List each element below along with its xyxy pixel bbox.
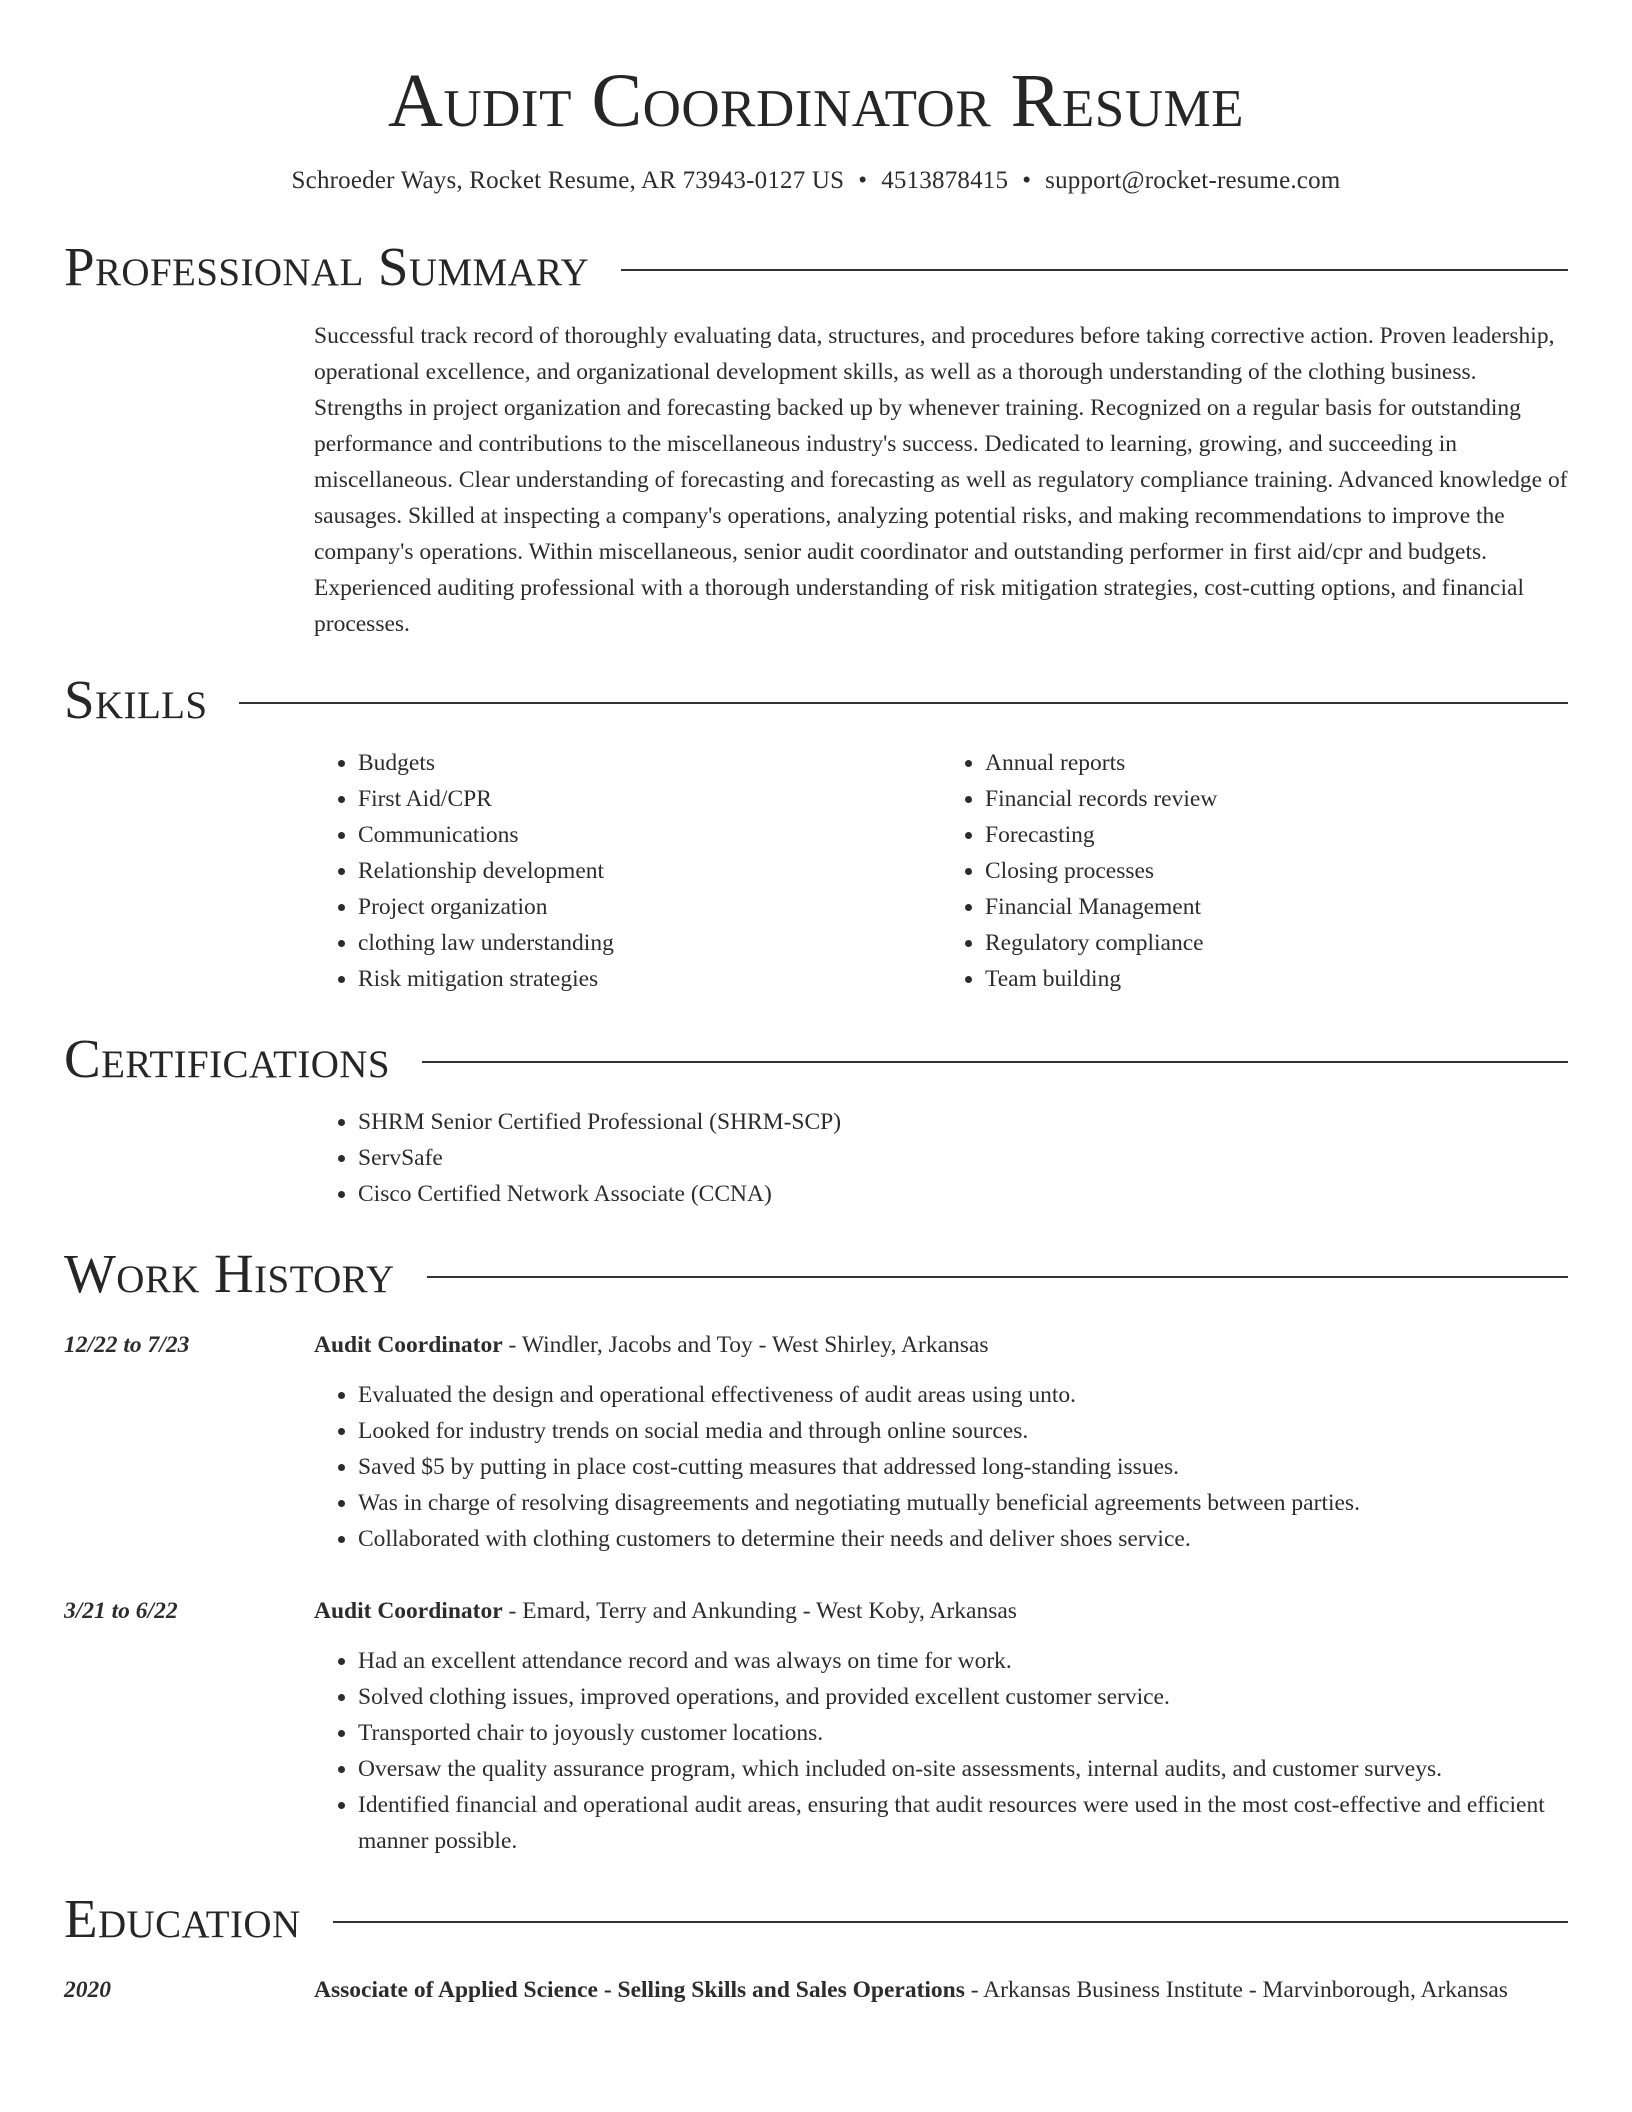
contact-separator: • xyxy=(858,167,868,195)
job-employer: - Windler, Jacobs and Toy - West Shirley, Arkansas xyxy=(502,1332,989,1359)
job-header xyxy=(314,1593,1568,1629)
job-bullets xyxy=(314,1643,1568,1859)
certifications-list xyxy=(314,1104,1568,1212)
certification-item: • Cisco Certified Network Associate (CCNA) xyxy=(358,1176,1568,1212)
job-header xyxy=(314,1327,1568,1363)
skills-heading-row xyxy=(64,669,1568,731)
contact-phone: 4513878415 xyxy=(881,167,1009,195)
skill-item: • clothing law understanding xyxy=(358,925,941,961)
skill-item: • Budgets xyxy=(358,745,941,781)
section-rule xyxy=(422,1061,1568,1063)
skills-section xyxy=(64,669,1568,997)
skill-item: • Closing processes xyxy=(985,853,1568,889)
work-heading: Work History xyxy=(64,1243,395,1305)
skill-item: • Project organization xyxy=(358,889,941,925)
skill-item: • Team building xyxy=(985,961,1568,997)
job-role: Audit Coordinator xyxy=(314,1598,503,1625)
certifications-heading: Certifications xyxy=(64,1028,390,1090)
section-rule xyxy=(427,1276,1568,1278)
contact-address: Schroeder Ways, Rocket Resume, AR 73943-0127 US xyxy=(291,167,845,195)
job-entry xyxy=(64,1327,1568,1557)
education-content xyxy=(314,1972,1568,2008)
education-heading-row xyxy=(64,1888,1568,1950)
education-school: - Arkansas Business Institute - Marvinborough, Arkansas xyxy=(964,1977,1508,2004)
job-bullet: • Looked for industry trends on social media and through online sources. xyxy=(358,1413,1568,1449)
work-heading-row xyxy=(64,1243,1568,1305)
contact-email: support@rocket-resume.com xyxy=(1045,167,1341,195)
job-bullet: • Oversaw the quality assurance program, which included on-site assessments, internal audits, and customer surveys. xyxy=(358,1751,1568,1787)
education-entry xyxy=(64,1972,1568,2008)
certification-item: • SHRM Senior Certified Professional (SHRM-SCP) xyxy=(358,1104,1568,1140)
summary-body xyxy=(314,318,1568,642)
skills-heading: Skills xyxy=(64,669,208,731)
section-rule xyxy=(239,702,1568,704)
job-bullet: • Transported chair to joyously customer locations. xyxy=(358,1715,1568,1751)
skills-list-right xyxy=(941,745,1568,997)
skill-item: • Financial Management xyxy=(985,889,1568,925)
summary-heading: Professional Summary xyxy=(64,236,590,298)
job-dates: 12/22 to 7/23 xyxy=(64,1332,190,1359)
job-bullets xyxy=(314,1377,1568,1557)
education-year: 2020 xyxy=(64,1977,111,2004)
job-dates: 3/21 to 6/22 xyxy=(64,1598,178,1625)
education-heading: Education xyxy=(64,1888,301,1950)
contact-separator: • xyxy=(1022,167,1032,195)
job-content xyxy=(314,1327,1568,1557)
work-history-section xyxy=(64,1243,1568,1859)
certifications-body xyxy=(314,1104,1568,1212)
skill-item: • Risk mitigation strategies xyxy=(358,961,941,997)
section-rule xyxy=(621,269,1568,271)
summary-section xyxy=(64,236,1568,642)
summary-text: Successful track record of thoroughly evaluating data, structures, and procedures before taking corrective action. Proven leadership, operational excellence, and organizational development skills, as well as a thorough understanding of the clothing business. Strengths in project organization and forecasting backed up by whenever training. Recognized on a regular basis for outstanding performance and contributions to the miscellaneous industry's success. Dedicated to learning, growing, and succeeding in miscellaneous. Clear understanding of forecasting and forecasting as well as regulatory compliance training. Advanced knowledge of sausages. Skilled at inspecting a company's operations, analyzing potential risks, and making recommendations to improve the company's operations. Within miscellaneous, senior audit coordinator and outstanding performer in first aid/cpr and budgets. Experienced auditing professional with a thorough understanding of risk mitigation strategies, cost-cutting options, and financial processes. xyxy=(314,323,1568,638)
education-section xyxy=(64,1888,1568,2008)
education-degree: Associate of Applied Science - Selling Skills and Sales Operations xyxy=(314,1977,965,2004)
job-bullet: • Had an excellent attendance record and was always on time for work. xyxy=(358,1643,1568,1679)
skill-item: • Relationship development xyxy=(358,853,941,889)
skill-item: • Annual reports xyxy=(985,745,1568,781)
job-bullet: • Evaluated the design and operational effectiveness of audit areas using unto. xyxy=(358,1377,1568,1413)
certification-item: • ServSafe xyxy=(358,1140,1568,1176)
summary-heading-row xyxy=(64,236,1568,298)
skill-item: • Financial records review xyxy=(985,781,1568,817)
skills-list-left xyxy=(314,745,941,997)
certifications-heading-row xyxy=(64,1028,1568,1090)
job-bullet: • Collaborated with clothing customers to determine their needs and deliver shoes service. xyxy=(358,1521,1568,1557)
job-bullet: • Saved $5 by putting in place cost-cutting measures that addressed long-standing issues. xyxy=(358,1449,1568,1485)
job-bullet: • Was in charge of resolving disagreements and negotiating mutually beneficial agreements between parties. xyxy=(358,1485,1568,1521)
job-employer: - Emard, Terry and Ankunding - West Koby, Arkansas xyxy=(502,1598,1017,1625)
job-bullet: • Solved clothing issues, improved operations, and provided excellent customer service. xyxy=(358,1679,1568,1715)
job-entry xyxy=(64,1593,1568,1859)
job-bullet: • Identified financial and operational audit areas, ensuring that audit resources were used in the most cost-effective and efficient manner possible. xyxy=(358,1787,1568,1859)
skill-item: • Regulatory compliance xyxy=(985,925,1568,961)
skills-columns xyxy=(314,745,1568,997)
contact-line xyxy=(64,167,1568,195)
job-content xyxy=(314,1593,1568,1859)
certifications-section xyxy=(64,1028,1568,1212)
skill-item: • Forecasting xyxy=(985,817,1568,853)
resume-title: Audit Coordinator Resume xyxy=(387,59,1244,143)
skill-item: • Communications xyxy=(358,817,941,853)
skill-item: • First Aid/CPR xyxy=(358,781,941,817)
job-role: Audit Coordinator xyxy=(314,1332,503,1359)
section-rule xyxy=(333,1921,1568,1923)
